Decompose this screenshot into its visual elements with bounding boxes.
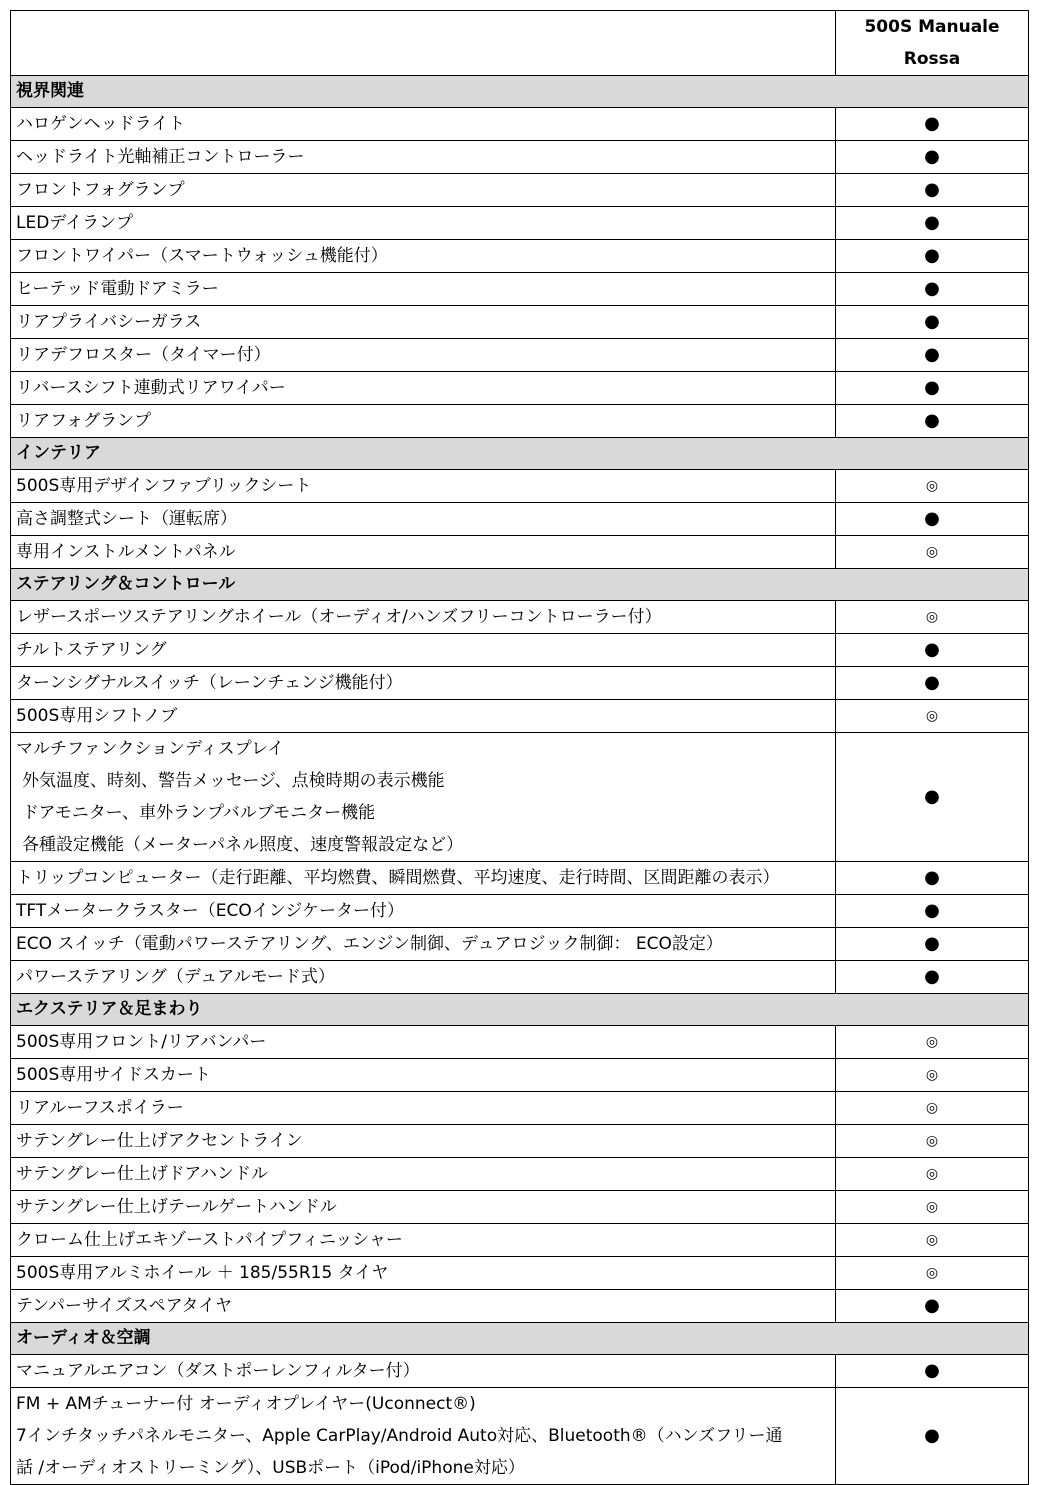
feature-availability-cell [836,273,1029,306]
feature-label: ハロゲンヘッドライト [11,108,836,141]
feature-row [11,1355,1029,1388]
feature-label: TFTメータークラスター（ECOインジケーター付） [11,895,836,928]
feature-label-multiline [11,733,836,862]
feature-label: トリップコンピューター（走行距離、平均燃費、瞬間燃費、平均速度、走行時間、区間距離の表示） [11,862,836,895]
special-equipment-mark: ◎ [925,1133,939,1149]
feature-availability-cell [836,1092,1029,1125]
feature-row [11,405,1029,438]
feature-label: LEDデイランプ [11,207,836,240]
feature-availability-cell [836,667,1029,700]
feature-row [11,1026,1029,1059]
special-equipment-mark: ◎ [925,609,939,625]
equipment-spec-table [10,10,1029,1485]
feature-label-line: 話 /オーディオストリーミング）、USBポート（iPod/iPhone対応） [16,1458,525,1478]
standard-equipment-mark: ● [924,146,940,167]
feature-row [11,470,1029,503]
feature-row [11,862,1029,895]
standard-equipment-mark: ● [924,410,940,431]
feature-label-multiline [11,1388,836,1485]
feature-label-line: 各種設定機能（メーターパネル照度、速度警報設定など） [22,835,464,855]
feature-label-line: 外気温度、時刻、警告メッセージ、点検時期の表示機能 [22,771,445,791]
feature-availability-cell [836,470,1029,503]
feature-label: リアデフロスター（タイマー付） [11,339,836,372]
standard-equipment-mark: ● [924,344,940,365]
feature-label: ECO スイッチ（電動パワーステアリング、エンジン制御、デュアロジック制御： ECO設定） [11,928,836,961]
feature-availability-cell [836,503,1029,536]
feature-availability-cell [836,306,1029,339]
standard-equipment-mark: ● [924,212,940,233]
feature-row [11,536,1029,569]
standard-equipment-mark: ● [924,1425,940,1446]
section-header-steering [11,569,1029,601]
feature-label: フロントフォグランプ [11,174,836,207]
header-feature-cell [11,11,836,76]
standard-equipment-mark: ● [924,311,940,332]
feature-label: ターンシグナルスイッチ（レーンチェンジ機能付） [11,667,836,700]
feature-availability-cell [836,961,1029,994]
feature-availability-cell [836,1191,1029,1224]
special-equipment-mark: ◎ [925,1100,939,1116]
feature-row [11,601,1029,634]
standard-equipment-mark: ● [924,966,940,987]
feature-label-line: FM + AMチューナー付 オーディオプレイヤー(Uconnect®) [16,1394,476,1414]
special-equipment-mark: ◎ [925,478,939,494]
feature-row [11,503,1029,536]
feature-label: サテングレー仕上げアクセントライン [11,1125,836,1158]
feature-availability-cell [836,174,1029,207]
feature-availability-cell [836,1388,1029,1485]
feature-label: サテングレー仕上げドアハンドル [11,1158,836,1191]
feature-label-line: 7インチタッチパネルモニター、Apple CarPlay/Android Auto対応、Bluetooth®（ハンズフリー通 [16,1426,783,1446]
feature-availability-cell [836,733,1029,862]
special-equipment-mark: ◎ [925,1232,939,1248]
feature-availability-cell [836,1290,1029,1323]
feature-label: リバースシフト連動式リアワイパー [11,372,836,405]
section-header-audio [11,1323,1029,1355]
feature-row [11,928,1029,961]
feature-label: ヘッドライト光軸補正コントローラー [11,141,836,174]
feature-row-multiline [11,1388,1029,1485]
feature-row [11,700,1029,733]
section-title: エクステリア＆足まわり [11,994,1029,1026]
feature-availability-cell [836,862,1029,895]
section-title: インテリア [11,438,1029,470]
feature-label: 500S専用サイドスカート [11,1059,836,1092]
feature-availability-cell [836,1158,1029,1191]
section-title: オーディオ＆空調 [11,1323,1029,1355]
special-equipment-mark: ◎ [925,1034,939,1050]
feature-row [11,108,1029,141]
model-name-line1: 500S Manuale [864,17,1000,37]
feature-row [11,1191,1029,1224]
section-header-interior [11,438,1029,470]
standard-equipment-mark: ● [924,245,940,266]
standard-equipment-mark: ● [924,179,940,200]
feature-availability-cell [836,1257,1029,1290]
feature-row [11,1059,1029,1092]
feature-availability-cell [836,895,1029,928]
feature-label: ヒーテッド電動ドアミラー [11,273,836,306]
feature-availability-cell [836,1059,1029,1092]
section-header-visibility [11,76,1029,108]
feature-label: 500S専用アルミホイール ＋ 185/55R15 タイヤ [11,1257,836,1290]
feature-row [11,634,1029,667]
section-title: 視界関連 [11,76,1029,108]
feature-label: リアルーフスポイラー [11,1092,836,1125]
feature-label-line: ドアモニター、車外ランプバルブモニター機能 [22,803,376,823]
feature-label: チルトステアリング [11,634,836,667]
standard-equipment-mark: ● [924,639,940,660]
feature-row [11,1257,1029,1290]
feature-row [11,895,1029,928]
feature-label: レザースポーツステアリングホイール（オーディオ/ハンズフリーコントローラー付） [11,601,836,634]
feature-availability-cell [836,1224,1029,1257]
feature-row [11,339,1029,372]
special-equipment-mark: ◎ [925,1067,939,1083]
feature-availability-cell [836,108,1029,141]
feature-row [11,1224,1029,1257]
feature-label: マニュアルエアコン（ダストポーレンフィルター付） [11,1355,836,1388]
feature-row [11,667,1029,700]
feature-row [11,1092,1029,1125]
feature-label: パワーステアリング（デュアルモード式） [11,961,836,994]
feature-availability-cell [836,405,1029,438]
standard-equipment-mark: ● [924,508,940,529]
feature-row [11,1158,1029,1191]
feature-label: 500S専用デザインファブリックシート [11,470,836,503]
feature-availability-cell [836,339,1029,372]
special-equipment-mark: ◎ [925,1166,939,1182]
section-title: ステアリング＆コントロール [11,569,1029,601]
standard-equipment-mark: ● [924,933,940,954]
feature-availability-cell [836,536,1029,569]
special-equipment-mark: ◎ [925,1199,939,1215]
feature-row [11,1290,1029,1323]
feature-label: 500S専用シフトノブ [11,700,836,733]
feature-availability-cell [836,601,1029,634]
model-name-line2: Rossa [903,49,961,69]
standard-equipment-mark: ● [924,786,940,807]
feature-row [11,141,1029,174]
feature-row [11,273,1029,306]
feature-label: クローム仕上げエキゾーストパイプフィニッシャー [11,1224,836,1257]
feature-label: フロントワイパー（スマートウォッシュ機能付） [11,240,836,273]
feature-availability-cell [836,634,1029,667]
feature-label: サテングレー仕上げテールゲートハンドル [11,1191,836,1224]
header-row [11,11,1029,76]
feature-label: リアプライバシーガラス [11,306,836,339]
standard-equipment-mark: ● [924,113,940,134]
feature-availability-cell [836,372,1029,405]
model-name-cell [836,11,1029,76]
feature-availability-cell [836,928,1029,961]
special-equipment-mark: ◎ [925,708,939,724]
standard-equipment-mark: ● [924,867,940,888]
special-equipment-mark: ◎ [925,1265,939,1281]
feature-availability-cell [836,700,1029,733]
feature-row [11,1125,1029,1158]
feature-row [11,240,1029,273]
feature-availability-cell [836,1355,1029,1388]
standard-equipment-mark: ● [924,278,940,299]
standard-equipment-mark: ● [924,377,940,398]
feature-row [11,372,1029,405]
feature-label: 高さ調整式シート（運転席） [11,503,836,536]
feature-row [11,961,1029,994]
standard-equipment-mark: ● [924,1295,940,1316]
feature-availability-cell [836,141,1029,174]
feature-label: 500S専用フロント/リアバンパー [11,1026,836,1059]
feature-label-line: マルチファンクションディスプレイ [16,739,285,759]
standard-equipment-mark: ● [924,672,940,693]
standard-equipment-mark: ● [924,900,940,921]
special-equipment-mark: ◎ [925,544,939,560]
feature-row [11,207,1029,240]
feature-availability-cell [836,1026,1029,1059]
feature-availability-cell [836,207,1029,240]
feature-row-multiline [11,733,1029,862]
feature-row [11,306,1029,339]
feature-row [11,174,1029,207]
feature-label: リアフォグランプ [11,405,836,438]
feature-label: テンパーサイズスペアタイヤ [11,1290,836,1323]
feature-availability-cell [836,240,1029,273]
standard-equipment-mark: ● [924,1360,940,1381]
section-header-exterior [11,994,1029,1026]
feature-label: 専用インストルメントパネル [11,536,836,569]
feature-availability-cell [836,1125,1029,1158]
